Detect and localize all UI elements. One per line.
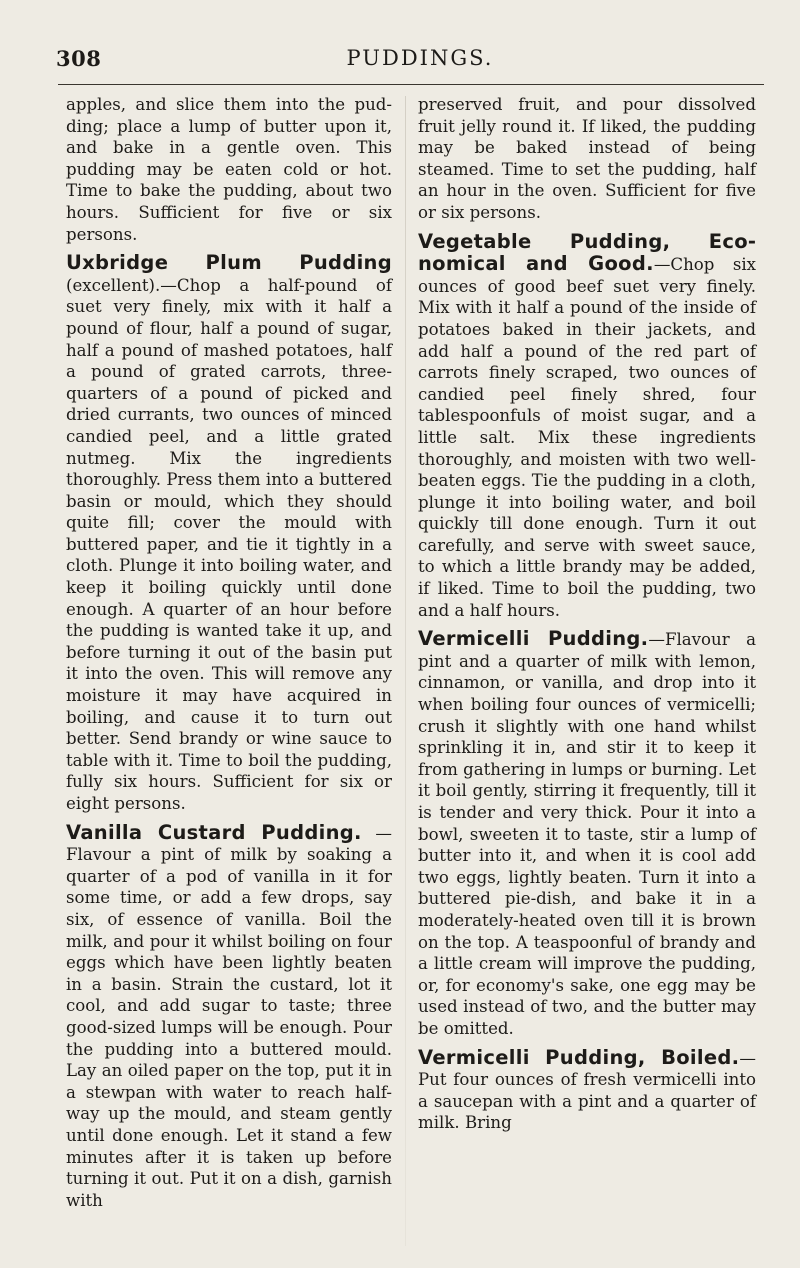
header-rule <box>58 84 764 85</box>
recipe-vermicelli-pudding-boiled <box>418 1047 756 1134</box>
recipe-title: Vegetable Pudding, Economical and Good. <box>418 229 756 276</box>
continuation-paragraph: preserved fruit, and pour dissolved fruit jelly round it. If liked, the pudding may be baked instead of being steamed. Time to set the pudding, half an hour in the oven. Sufficient for five or six persons. <box>418 95 756 222</box>
page-number: 308 <box>56 46 102 71</box>
running-title: PUDDINGS. <box>346 46 494 70</box>
recipe-title: Vanilla Custard Pudding. <box>66 820 362 844</box>
recipe-vanilla-custard-pudding <box>66 822 392 1212</box>
recipe-title: Uxbridge Plum Pudding <box>66 251 392 275</box>
recipe-uxbridge-plum-pudding <box>66 252 392 814</box>
right-column <box>418 94 756 1134</box>
recipe-body: —Chop six ounces of good beef suet very finely. Mix with it half a pound of the inside of potatoes baked in their jackets, and add half a pound of the red part of carrots finely scraped, two ounces of candied peel finely shred, four tablespoonfuls of moist sugar, and a little salt. Mix these ingredients thoroughly, and moisten with two well-beaten eggs. Tie the pudding in a cloth, plunge it into boiling water, and boil quickly till done enough. Turn it out carefully, and serve with sweet sauce, to which a little brandy may be added, if liked. Time to boil the pudding, two and a half hours. <box>418 255 756 620</box>
recipe-vermicelli-pudding <box>418 628 756 1039</box>
recipe-title: Vermicelli Pudding. <box>418 627 649 651</box>
recipe-body: —Flavour a pint and a quarter of milk with lemon, cinnamon, or vanilla, and drop into it when boiling four ounces of vermicelli; crush it slightly with one hand whilst sprinkling it in, and stir it to keep it from gathering in lumps or burning. Let it boil gently, stirring it frequently, till it is tender and very thick. Pour it into a bowl, sweeten it to taste, stir a lump of butter into it, and when it is cool add two eggs, lightly beaten. Turn it into a buttered pie-dish, and bake it in a moderately-heated oven till it is brown on the top. A teaspoonful of brandy and a little cream will improve the pudding, or, for economy's sake, one egg may be used instead of two, and the butter may be omitted. <box>418 630 756 1038</box>
recipe-body: —Flavour a pint of milk by soaking a quarter of a pod of vanilla in it for some time, or add a few drops, say six, of essence of vanilla. Boil the milk, and pour it whilst boiling on four eggs which have been lightly beaten in a basin. Strain the custard, lot it cool, and add sugar to taste; three good-sized lumps will be enough. Pour the pudding into a buttered mould. Lay an oiled paper on the top, put it in a stewpan with water to reach half-way up the mould, and steam gently until done enough. Let it stand a few minutes after it is taken up before turning it out. Put it on a dish, garnish with <box>66 823 392 1210</box>
recipe-title: Vermicelli Pudding, Boiled. <box>418 1045 740 1069</box>
continuation-paragraph: apples, and slice them into the pudding; place a lump of butter upon it, and bake in a gentle oven. This pudding may be eaten cold or hot. Time to bake the pudding, about two hours. Sufficient for five or six persons. <box>66 95 392 244</box>
left-column <box>66 94 392 1211</box>
recipe-body: —Put four ounces of fresh vermicelli into a saucepan with a pint and a quarter of milk. Bring <box>418 1048 756 1133</box>
recipe-vegetable-pudding <box>418 231 756 622</box>
recipe-body: (excellent).—Chop a half-pound of suet very finely, mix with it half a pound of flour, half a pound of sugar, half a pound of mashed potatoes, half a pound of grated carrots, three-quarters of a pound of picked and dried currants, two ounces of minced candied peel, and a little grated nutmeg. Mix the ingredients thoroughly. Press them into a buttered basin or mould, which they should quite fill; cover the mould with buttered paper, and tie it tightly in a cloth. Plunge it into boiling water, and keep it boiling quickly until done enough. A quarter of an hour before the pudding is wanted take it up, and before turning it out of the basin put it into the oven. This will remove any moisture it may have acquired in boiling, and cause it to turn out better. Send brandy or wine sauce to table with it. Time to boil the pudding, fully six hours. Sufficient for six or eight persons. <box>66 275 392 813</box>
column-divider <box>405 96 406 1246</box>
